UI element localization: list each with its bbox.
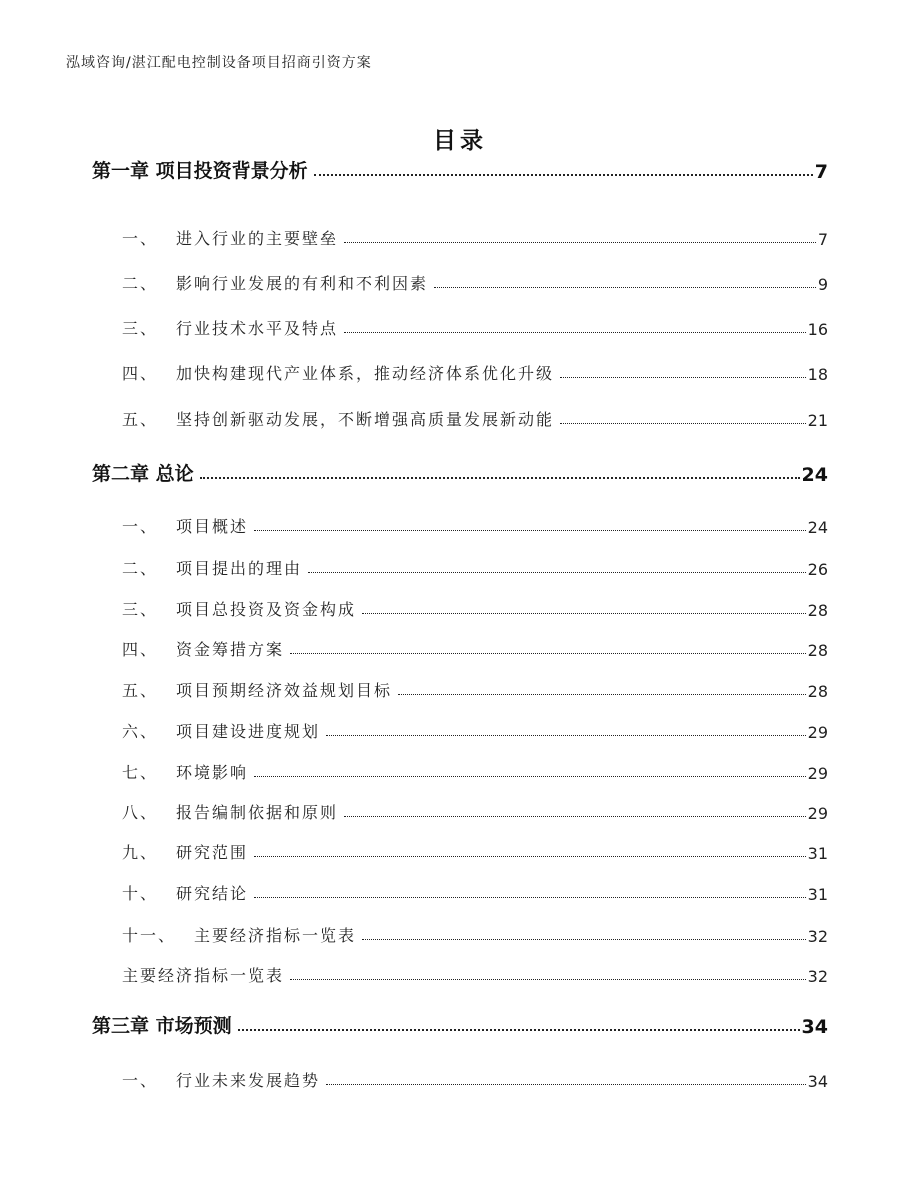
toc-entry-number: 一、 bbox=[122, 1071, 159, 1090]
toc-section-entry[interactable] bbox=[122, 590, 828, 620]
toc-entry-number: 二、 bbox=[122, 559, 159, 578]
dot-leader bbox=[238, 1029, 800, 1031]
toc-section-entry[interactable] bbox=[122, 956, 828, 986]
toc-entry-label: 环境影响 bbox=[176, 763, 249, 782]
dot-leader bbox=[326, 735, 806, 736]
toc-page-number: 24 bbox=[807, 518, 828, 537]
toc-page-number: 21 bbox=[807, 411, 828, 430]
toc-section-entry[interactable] bbox=[122, 264, 828, 294]
toc-entry-number: 四、 bbox=[122, 364, 159, 383]
toc-page-number: 34 bbox=[801, 1016, 828, 1038]
toc-page-number: 31 bbox=[807, 844, 828, 863]
dot-leader bbox=[362, 939, 806, 940]
toc-entry-label: 项目总投资及资金构成 bbox=[176, 600, 357, 619]
toc-page-number: 9 bbox=[817, 275, 828, 294]
toc-entry-label: 主要经济指标一览表 bbox=[194, 926, 357, 945]
dot-leader bbox=[434, 287, 816, 288]
toc-entry-number: 十一、 bbox=[122, 926, 177, 945]
dot-leader bbox=[254, 897, 806, 898]
toc-section-entry[interactable] bbox=[122, 671, 828, 701]
toc-entry-label: 项目建设进度规划 bbox=[176, 722, 321, 741]
toc-page-number: 31 bbox=[807, 885, 828, 904]
dot-leader bbox=[344, 816, 806, 817]
toc-page-number: 16 bbox=[807, 320, 828, 339]
toc-page-number: 28 bbox=[807, 682, 828, 701]
dot-leader bbox=[362, 613, 806, 614]
toc-entry-label: 资金筹措方案 bbox=[176, 640, 285, 659]
toc-entry-number: 五、 bbox=[122, 410, 159, 429]
toc-section-entry[interactable] bbox=[122, 549, 828, 579]
toc-page-number: 18 bbox=[807, 365, 828, 384]
page-title: 目录 bbox=[433, 128, 487, 154]
toc-entry-label: 项目预期经济效益规划目标 bbox=[176, 681, 393, 700]
toc-entry-number: 四、 bbox=[122, 640, 159, 659]
toc-entry-label: 第二章 总论 bbox=[92, 463, 194, 485]
dot-leader bbox=[560, 423, 806, 424]
toc-page-number: 7 bbox=[814, 161, 828, 183]
toc-entry-number: 十、 bbox=[122, 884, 159, 903]
toc-entry-label: 第一章 项目投资背景分析 bbox=[92, 160, 308, 182]
toc-entry-label: 第三章 市场预测 bbox=[92, 1015, 232, 1037]
dot-leader bbox=[344, 242, 816, 243]
toc-page-number: 32 bbox=[807, 927, 828, 946]
dot-leader bbox=[308, 572, 806, 573]
toc-entry-number: 九、 bbox=[122, 843, 159, 862]
toc-section-entry[interactable] bbox=[122, 874, 828, 904]
toc-page-number: 32 bbox=[807, 967, 828, 986]
toc-section-entry[interactable] bbox=[122, 400, 828, 430]
toc-entry-label: 影响行业发展的有利和不利因素 bbox=[176, 274, 429, 293]
toc-section-entry[interactable] bbox=[122, 753, 828, 783]
toc-section-entry[interactable] bbox=[122, 712, 828, 742]
toc-entry-label: 报告编制依据和原则 bbox=[176, 803, 339, 822]
toc-entry-number: 三、 bbox=[122, 600, 159, 619]
dot-leader bbox=[254, 856, 806, 857]
toc-page-number: 29 bbox=[807, 723, 828, 742]
toc-section-entry[interactable] bbox=[122, 630, 828, 660]
toc-page-number: 28 bbox=[807, 601, 828, 620]
toc-section-entry[interactable] bbox=[122, 309, 828, 339]
toc-entry-label: 行业技术水平及特点 bbox=[176, 319, 339, 338]
toc-entry-number: 七、 bbox=[122, 763, 159, 782]
dot-leader bbox=[398, 694, 806, 695]
toc-entry-number: 一、 bbox=[122, 229, 159, 248]
toc-page-number: 29 bbox=[807, 804, 828, 823]
toc-entry-number: 一、 bbox=[122, 517, 159, 536]
toc-section-entry[interactable] bbox=[122, 916, 828, 946]
toc-entry-label: 项目概述 bbox=[176, 517, 249, 536]
dot-leader bbox=[344, 332, 806, 333]
toc-entry-label: 项目提出的理由 bbox=[176, 559, 303, 578]
dot-leader bbox=[326, 1084, 806, 1085]
toc-section-entry[interactable] bbox=[122, 793, 828, 823]
toc-entry-number: 六、 bbox=[122, 722, 159, 741]
toc-page-number: 29 bbox=[807, 764, 828, 783]
toc-section-entry[interactable] bbox=[122, 507, 828, 537]
toc-entry-label: 进入行业的主要壁垒 bbox=[176, 229, 339, 248]
toc-page-number: 24 bbox=[801, 464, 828, 486]
toc-entry-number: 八、 bbox=[122, 803, 159, 822]
toc-entry-number: 二、 bbox=[122, 274, 159, 293]
dot-leader bbox=[314, 174, 813, 176]
toc-section-entry[interactable] bbox=[122, 219, 828, 249]
toc-chapter-entry[interactable] bbox=[92, 153, 828, 183]
toc-entry-label: 研究范围 bbox=[176, 843, 249, 862]
toc-entry-label: 主要经济指标一览表 bbox=[122, 966, 285, 985]
toc-section-entry[interactable] bbox=[122, 354, 828, 384]
toc-page-number: 7 bbox=[817, 230, 828, 249]
dot-leader bbox=[560, 377, 806, 378]
toc-entry-number: 三、 bbox=[122, 319, 159, 338]
toc-section-entry[interactable] bbox=[122, 833, 828, 863]
dot-leader bbox=[290, 979, 806, 980]
dot-leader bbox=[200, 477, 800, 479]
running-header: 泓域咨询/湛江配电控制设备项目招商引资方案 bbox=[66, 55, 372, 71]
toc-chapter-entry[interactable] bbox=[92, 456, 828, 486]
toc-entry-label: 加快构建现代产业体系，推动经济体系优化升级 bbox=[176, 364, 555, 383]
toc-section-entry[interactable] bbox=[122, 1061, 828, 1091]
toc-entry-number: 五、 bbox=[122, 681, 159, 700]
toc-chapter-entry[interactable] bbox=[92, 1008, 828, 1038]
toc-entry-label: 行业未来发展趋势 bbox=[176, 1071, 321, 1090]
toc-page-number: 26 bbox=[807, 560, 828, 579]
toc-page-number: 34 bbox=[807, 1072, 828, 1091]
toc-page-number: 28 bbox=[807, 641, 828, 660]
toc-entry-label: 研究结论 bbox=[176, 884, 249, 903]
dot-leader bbox=[254, 530, 806, 531]
dot-leader bbox=[290, 653, 806, 654]
toc-entry-label: 坚持创新驱动发展，不断增强高质量发展新动能 bbox=[176, 410, 555, 429]
dot-leader bbox=[254, 776, 806, 777]
